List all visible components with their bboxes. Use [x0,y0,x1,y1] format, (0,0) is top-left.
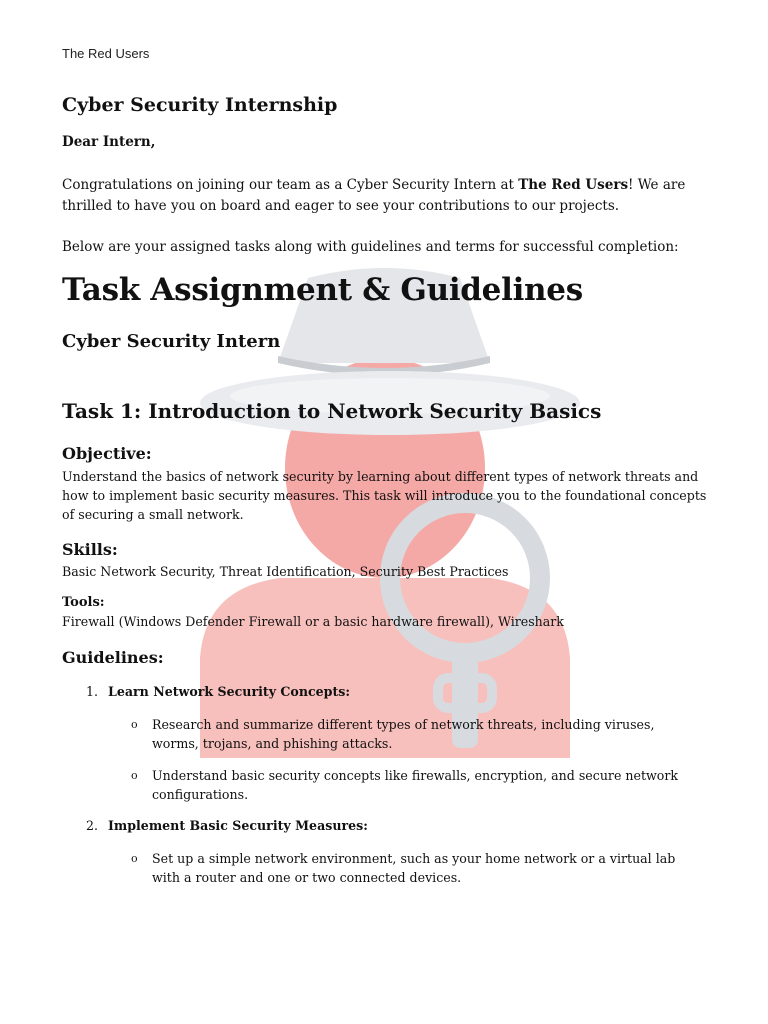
congrats-paragraph [62,175,712,217]
congrats-text-end: ! We are thrilled to have you on board and eager to see your contributions to our projects. [62,177,686,214]
tools-heading: Tools: [62,595,105,610]
bullet-icon: o [131,852,138,865]
bullet-icon: o [131,718,138,731]
list-number: 2. [86,818,99,833]
objective-text: Understand the basics of network security by learning about different types of network threats and how to implement basic security measures. This task will introduce you to the foundational concepts of securing a small network. [62,469,707,522]
list-number: 1. [86,684,99,699]
greeting: Dear Intern, [62,134,156,150]
org-name: The Red Users [62,46,150,61]
bullet-icon: o [131,769,138,782]
list-item-title: Implement Basic Security Measures: [108,818,368,833]
page-title: Task Assignment & Guidelines [62,272,583,308]
below-paragraph: Below are your assigned tasks along with guidelines and terms for successful completion: [62,239,679,255]
page-subtitle: Cyber Security Intern [62,331,281,352]
guidelines-heading: Guidelines: [62,648,164,667]
task-title: Task 1: Introduction to Network Security Basics [62,399,602,423]
tools-text: Firewall (Windows Defender Firewall or a basic hardware firewall), Wireshark [62,614,564,629]
list-item: Set up a simple network environment, such as your home network or a virtual lab with a router and one or two connected devices. [152,851,676,885]
skills-text: Basic Network Security, Threat Identification, Security Best Practices [62,564,509,579]
skills-heading: Skills: [62,540,118,559]
list-item: Understand basic security concepts like firewalls, encryption, and secure network configurations. [152,768,679,802]
company-name-bold: The Red Users [518,177,629,193]
objective-heading: Objective: [62,444,152,463]
list-item-title: Learn Network Security Concepts: [108,684,351,699]
congrats-text-start: Congratulations on joining our team as a Cyber Security Intern at [62,177,519,193]
internship-heading: Cyber Security Internship [62,94,338,116]
list-item: Research and summarize different types of network threats, including viruses, worms, trojans, and phishing attacks. [152,717,655,751]
